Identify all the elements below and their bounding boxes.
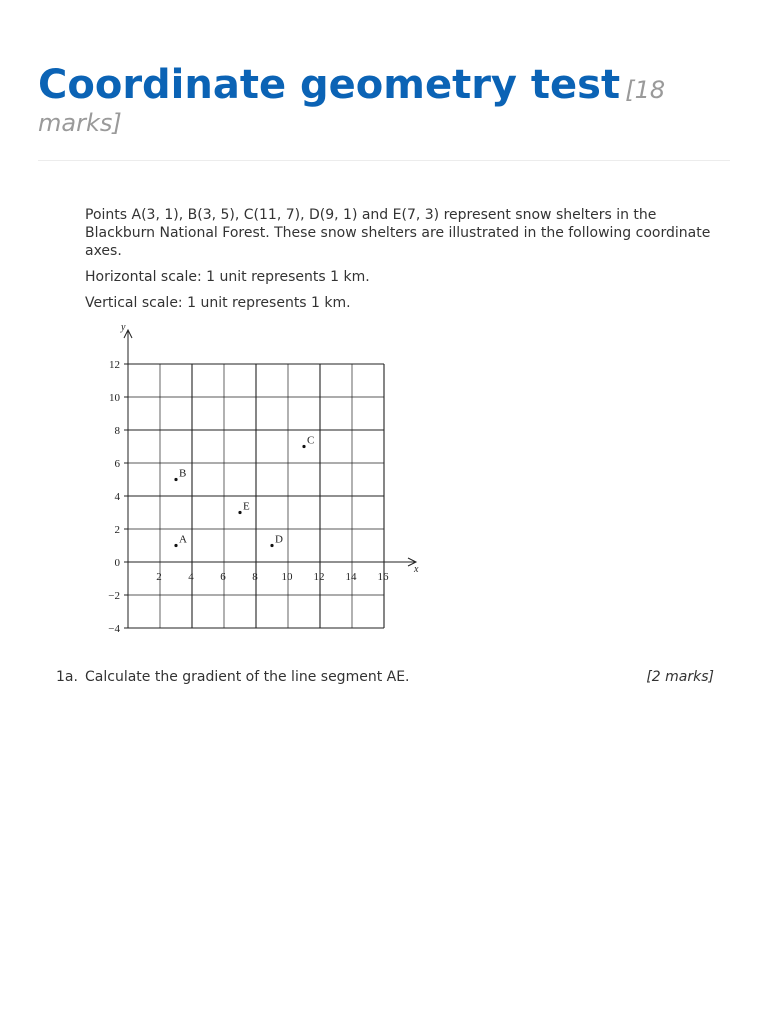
y-tick-label: 6	[114, 458, 120, 470]
point-a	[174, 544, 177, 547]
title-divider	[38, 160, 730, 161]
x-tick-label: 4	[188, 571, 194, 583]
y-tick-label: 12	[109, 359, 120, 371]
points	[174, 435, 314, 548]
part-number: 1a.	[56, 669, 78, 685]
axes	[124, 330, 416, 628]
x-tick-label: 12	[313, 571, 325, 583]
x-axis-label: x	[414, 564, 419, 575]
point-c	[302, 445, 305, 448]
point-e	[238, 511, 241, 514]
question-1-body	[85, 206, 715, 320]
x-tick-label: 16	[377, 571, 389, 583]
tick-labels	[108, 322, 419, 635]
x-tick-label: 10	[281, 571, 293, 583]
y-tick-label: 4	[114, 491, 120, 503]
test-title: Coordinate geometry test	[38, 62, 621, 108]
vertical-scale-text: Vertical scale: 1 unit represents 1 km.	[85, 295, 351, 311]
point-label-e: E	[243, 500, 250, 513]
point-label-d: D	[275, 533, 283, 546]
x-tick-label: 6	[220, 571, 226, 583]
point-label-b: B	[179, 467, 187, 480]
point-b	[174, 478, 177, 481]
x-tick-label: 14	[345, 571, 357, 583]
point-label-c: C	[307, 434, 315, 447]
y-tick-label: −4	[108, 623, 120, 635]
page-title	[38, 62, 730, 138]
horizontal-scale-text: Horizontal scale: 1 unit represents 1 km.	[85, 269, 370, 285]
x-tick-label: 8	[252, 571, 258, 583]
y-tick-label: 2	[114, 524, 120, 536]
part-marks: [2 marks]	[646, 669, 714, 685]
coordinate-graph	[94, 318, 434, 638]
grid-lines	[128, 364, 384, 628]
x-tick-label: 2	[156, 571, 162, 583]
y-axis-label: y	[121, 322, 126, 333]
y-tick-label: 10	[109, 392, 120, 404]
y-tick-label: 8	[114, 425, 120, 437]
point-d	[270, 544, 273, 547]
point-label-a: A	[179, 533, 187, 546]
y-tick-label: −2	[108, 590, 120, 602]
part-text: Calculate the gradient of the line segment AE.	[85, 669, 410, 685]
question-intro: Points A(3, 1), B(3, 5), C(11, 7), D(9, 1) and E(7, 3) represent snow shelters in the Blackburn National Forest. These snow shelters are illustrated in the following coordinate axes.	[85, 207, 711, 259]
total-marks: [18 marks]	[38, 76, 666, 138]
y-tick-label: 0	[114, 557, 120, 569]
